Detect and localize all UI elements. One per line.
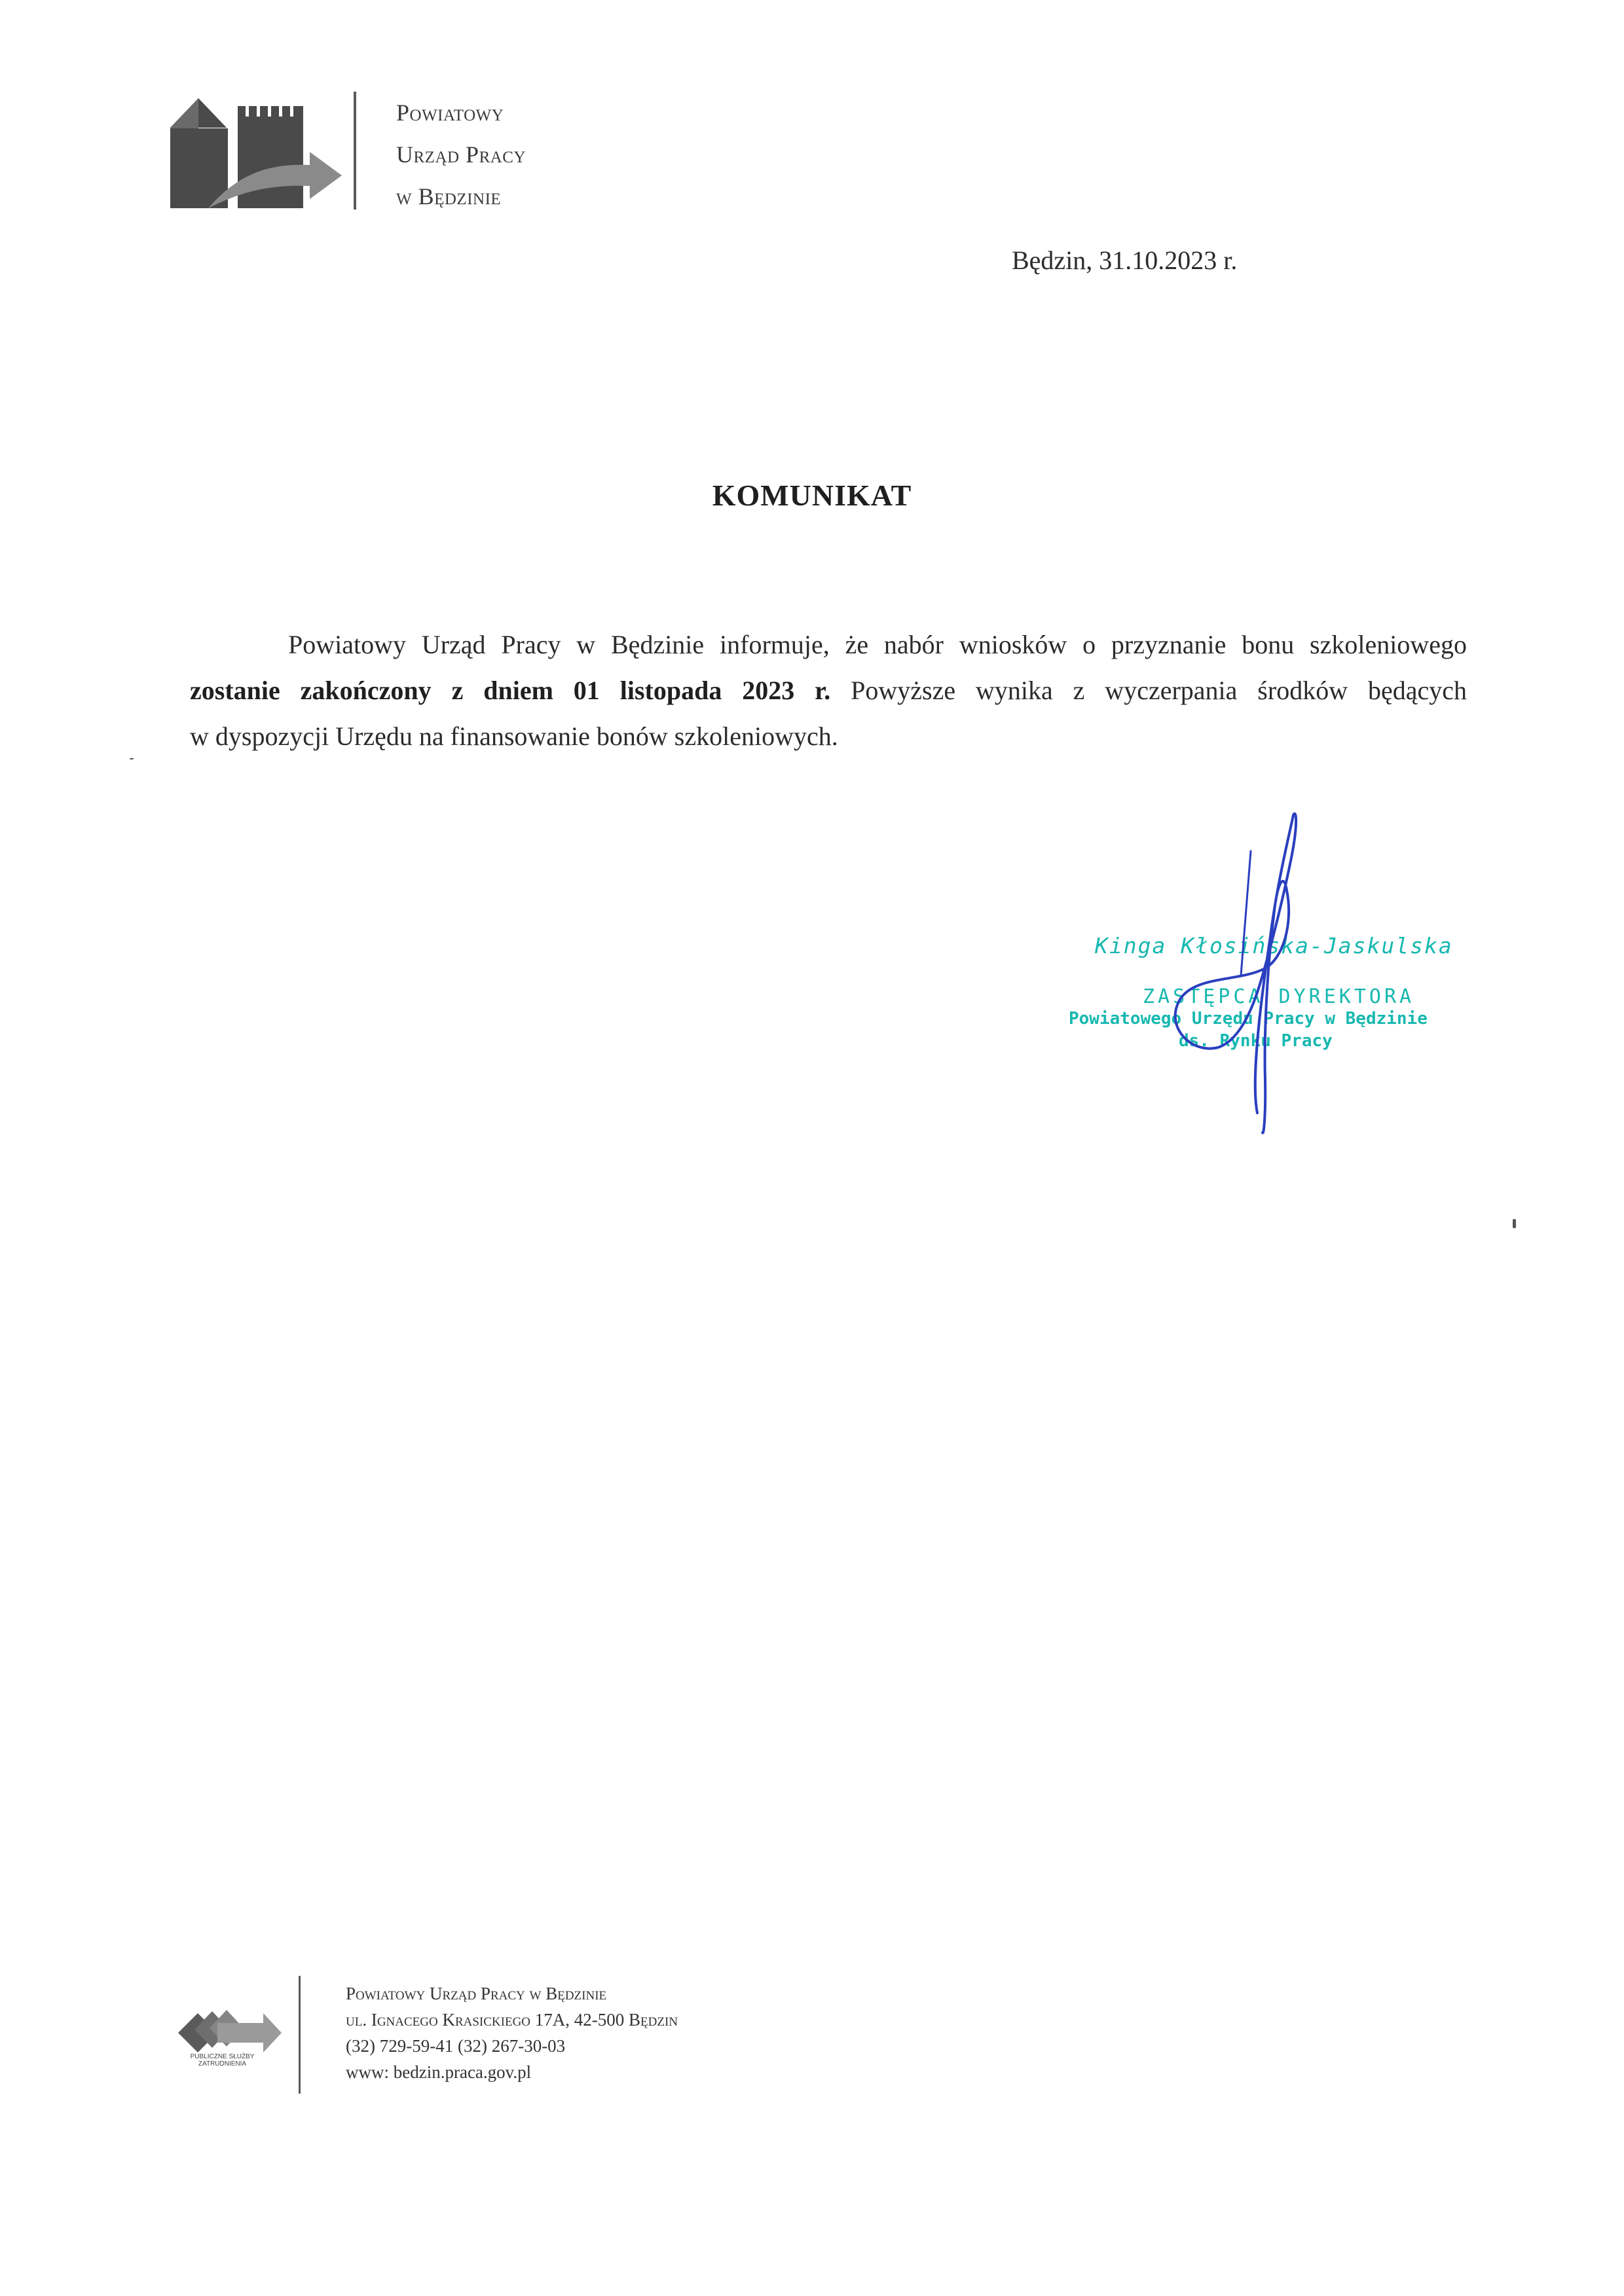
stamp-department: ds. Rynku Pracy	[1179, 1031, 1333, 1051]
footer-org-name: Powiatowy Urząd Pracy w Będzinie	[346, 1984, 607, 2003]
footer-contact	[346, 1980, 678, 2085]
psz-caption-line-1: PUBLICZNE SŁUŻBY	[190, 2053, 255, 2060]
date-line: Będzin, 31.10.2023 r.	[1012, 246, 1238, 275]
footer-address: ul. Ignacego Krasickiego 17A, 42-500 Będzin	[346, 2010, 678, 2030]
body-line-2-rest: Powyższe wynika z wyczerpania środków będących	[851, 676, 1467, 705]
body-line-2	[190, 668, 1467, 714]
document-title: KOMUNIKAT	[712, 479, 912, 512]
scan-speck	[130, 758, 134, 759]
stamp-role: ZASTĘPCA DYREKTORA	[1143, 985, 1415, 1008]
org-line-3: w Będzinie	[396, 183, 502, 210]
body-line-3: w dyspozycji Urzędu na finansowanie bonów szkoleniowych.	[190, 721, 838, 751]
org-line-2: Urząd Pracy	[396, 141, 526, 168]
stamp-office: Powiatowego Urzędu Pracy w Będzinie	[1069, 1009, 1428, 1029]
signature-icon	[1153, 805, 1323, 1139]
org-line-1: Powiatowy	[396, 100, 504, 126]
logo-divider	[354, 92, 356, 210]
scan-speck	[1513, 1219, 1516, 1228]
psz-caption-line-2: ZATRUDNIENIA	[198, 2060, 247, 2068]
body-paragraph	[190, 622, 1467, 759]
stamp-name: Kinga Kłosińska-Jaskulska	[1095, 933, 1453, 958]
footer-divider	[299, 1976, 301, 2094]
body-line-1: Powiatowy Urząd Pracy w Będzinie informuje, że nabór wniosków o przyznanie bonu szkoleniowego	[288, 630, 1467, 659]
body-bold-text: zostanie zakończony z dniem 01 listopada 2023 r.	[190, 676, 831, 705]
psz-caption	[172, 2053, 273, 2068]
footer-website: www: bedzin.praca.gov.pl	[346, 2062, 532, 2082]
org-name-header	[396, 92, 526, 217]
pup-bedzin-logo-icon	[169, 92, 343, 210]
footer-phones: (32) 729-59-41 (32) 267-30-03	[346, 2036, 566, 2056]
